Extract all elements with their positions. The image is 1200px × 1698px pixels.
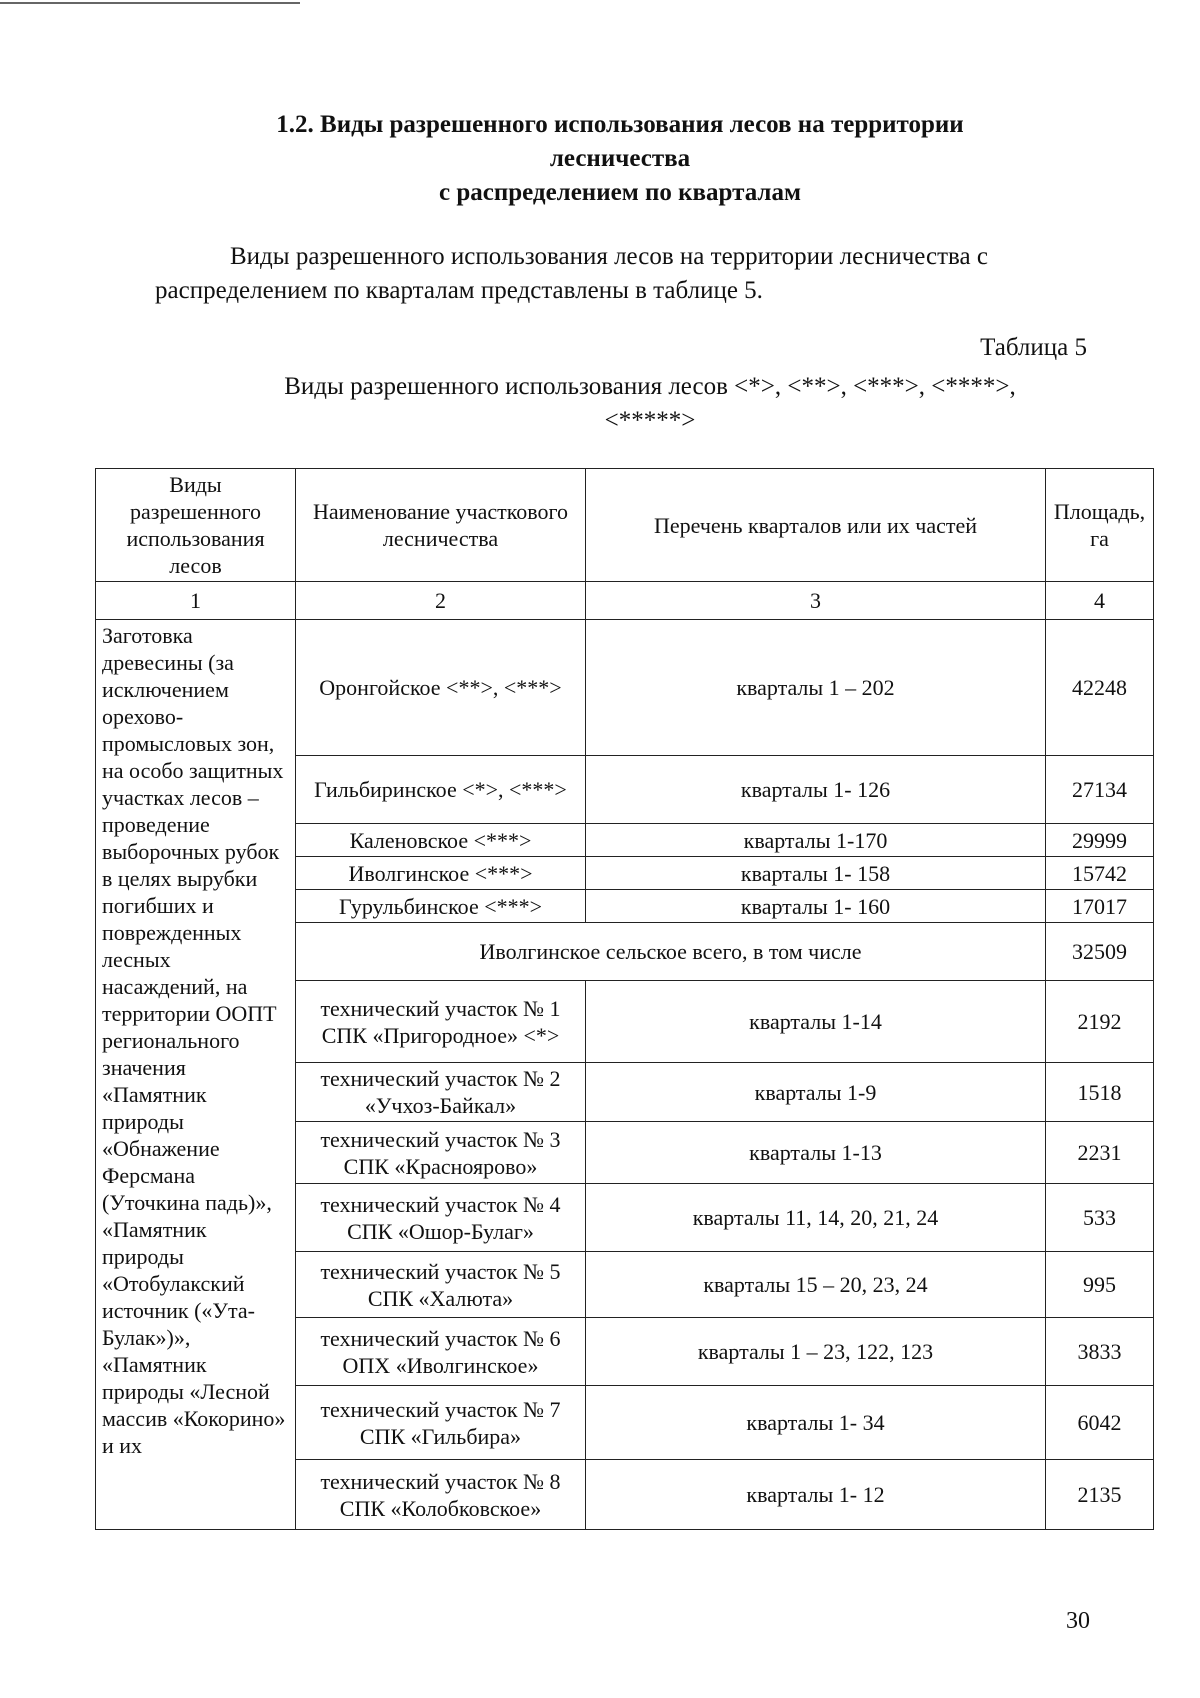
area: 29999	[1046, 824, 1154, 857]
intro-paragraph	[155, 240, 1085, 308]
area: 6042	[1046, 1386, 1154, 1460]
area: 15742	[1046, 857, 1154, 890]
subtotal-label: Иволгинское сельское всего, в том числе	[296, 923, 1046, 981]
area: 3833	[1046, 1318, 1154, 1386]
area: 2135	[1046, 1460, 1154, 1530]
quarters: кварталы 1- 160	[586, 890, 1046, 923]
quarters: кварталы 11, 14, 20, 21, 24	[586, 1184, 1046, 1252]
table-row	[96, 620, 1154, 756]
header-use-type: Виды разрешенного использования лесов	[96, 469, 296, 582]
section-title-line: лесничества	[549, 145, 691, 172]
intro-text: Виды разрешенного использования лесов на территории лесничества с распределением по кварталам представлены в таблице 5.	[155, 243, 988, 304]
col-number: 2	[296, 582, 586, 620]
quarters: кварталы 1 – 202	[586, 620, 1046, 756]
section-title-line: с распределением по кварталам	[439, 179, 801, 206]
quarters: кварталы 1- 12	[586, 1460, 1046, 1530]
area: 2192	[1046, 981, 1154, 1063]
area: 17017	[1046, 890, 1154, 923]
quarters: кварталы 1-170	[586, 824, 1046, 857]
col-number: 4	[1046, 582, 1154, 620]
table-caption-line: Виды разрешенного использования лесов <*>, <**>, <***>, <****>,	[284, 373, 1016, 400]
scan-edge-line	[0, 2, 300, 4]
subtotal-area: 32509	[1046, 923, 1154, 981]
tech-site-name: технический участок № 5 СПК «Халюта»	[296, 1252, 586, 1318]
quarters: кварталы 1- 126	[586, 756, 1046, 824]
forestry-name: Каленовское <***>	[296, 824, 586, 857]
quarters: кварталы 15 – 20, 23, 24	[586, 1252, 1046, 1318]
header-area: Площадь, га	[1046, 469, 1154, 582]
quarters: кварталы 1- 158	[586, 857, 1046, 890]
area: 42248	[1046, 620, 1154, 756]
quarters: кварталы 1-9	[586, 1063, 1046, 1122]
page-number: 30	[1066, 1608, 1090, 1634]
column-number-row	[96, 582, 1154, 620]
tech-site-name: технический участок № 4 СПК «Ошор-Булаг»	[296, 1184, 586, 1252]
tech-site-name: технический участок № 7 СПК «Гильбира»	[296, 1386, 586, 1460]
col-number: 3	[586, 582, 1046, 620]
tech-site-name: технический участок № 2 «Учхоз-Байкал»	[296, 1063, 586, 1122]
forest-use-table	[95, 468, 1154, 1530]
forestry-name: Гурульбинское <***>	[296, 890, 586, 923]
quarters: кварталы 1- 34	[586, 1386, 1046, 1460]
area: 27134	[1046, 756, 1154, 824]
tech-site-name: технический участок № 8 СПК «Колобковское»	[296, 1460, 586, 1530]
col-number: 1	[96, 582, 296, 620]
quarters: кварталы 1-14	[586, 981, 1046, 1063]
forestry-name: Иволгинское <***>	[296, 857, 586, 890]
forestry-name: Гильбиринское <*>, <***>	[296, 756, 586, 824]
area: 995	[1046, 1252, 1154, 1318]
header-forestry: Наименование участкового лесничества	[296, 469, 586, 582]
area: 2231	[1046, 1122, 1154, 1184]
table-caption	[200, 370, 1100, 438]
table-header-row	[96, 469, 1154, 582]
quarters: кварталы 1 – 23, 122, 123	[586, 1318, 1046, 1386]
quarters: кварталы 1-13	[586, 1122, 1046, 1184]
tech-site-name: технический участок № 6 ОПХ «Иволгинское»	[296, 1318, 586, 1386]
area: 1518	[1046, 1063, 1154, 1122]
use-type-cell: Заготовка древесины (за исключением орехово-промысловых зон, на особо защитных участках лесов – проведение выборочных рубок в целях вырубки погибших и поврежденных лесных насаждений, на территории ООПТ регионального значения «Памятник природы «Обнажение Ферсмана (Уточкина падь)», «Памятник природы «Отобулакский источник («Ута-Булак»)», «Памятник природы «Лесной массив «Кокорино» и их	[96, 620, 296, 1530]
tech-site-name: технический участок № 3 СПК «Красноярово»	[296, 1122, 586, 1184]
tech-site-name: технический участок № 1 СПК «Пригородное» <*>	[296, 981, 586, 1063]
table-label: Таблица 5	[980, 334, 1087, 361]
header-quarters: Перечень кварталов или их частей	[586, 469, 1046, 582]
section-title	[150, 108, 1090, 210]
forestry-name: Оронгойское <**>, <***>	[296, 620, 586, 756]
table-caption-line: <*****>	[604, 407, 696, 434]
area: 533	[1046, 1184, 1154, 1252]
section-title-line: 1.2. Виды разрешенного использования лесов на территории	[276, 111, 964, 138]
